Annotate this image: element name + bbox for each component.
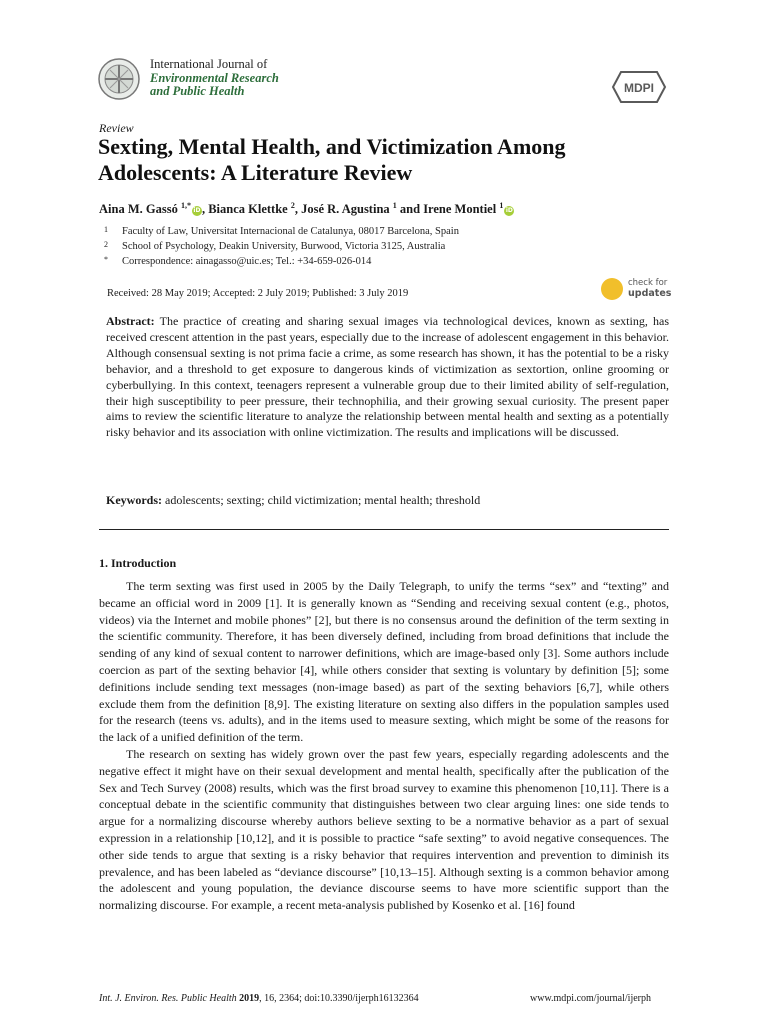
check-updates-line1: check for (628, 278, 668, 288)
journal-name (150, 58, 279, 99)
author-separator: , (294, 202, 302, 217)
affiliation-mark: 2 (104, 240, 108, 249)
affiliation-mark: * (104, 255, 108, 264)
keywords-label: Keywords: (106, 493, 162, 507)
journal-name-line1: International Journal of (150, 57, 268, 71)
orcid-icon[interactable]: iD (193, 207, 201, 215)
journal-name-line3: and Public Health (150, 84, 245, 98)
section-heading: 1. Introduction (99, 556, 177, 570)
author-name[interactable]: Aina M. Gassó (99, 202, 181, 217)
author-name[interactable]: Bianca Klettke (208, 202, 291, 217)
affiliation-text: Correspondence: ainagasso@uic.es; Tel.: +34-659-026-014 (122, 256, 372, 267)
author-name[interactable]: José R. Agustina (301, 202, 393, 217)
correspondence (104, 255, 371, 267)
author-list (99, 201, 514, 217)
check-updates-line2: updates (628, 288, 672, 299)
check-for-updates-button[interactable] (601, 276, 671, 302)
abstract (106, 314, 669, 441)
author-affiliation-sup: 1 (499, 201, 504, 210)
svg-text:MDPI: MDPI (624, 81, 654, 95)
keywords (106, 493, 669, 508)
article-type: Review (99, 121, 134, 135)
article-title: Sexting, Mental Health, and Victimization Among Adolescents: A Literature Review (98, 134, 566, 185)
affiliation-1 (104, 225, 459, 237)
author-affiliation-sup: 2 (290, 201, 295, 210)
affiliation-mark: 1 (104, 225, 108, 234)
author-affiliation-sup: 1 (392, 201, 397, 210)
abstract-text: The practice of creating and sharing sexual images via technological devices, known as sexting, has received crescent attention in the past years, especially due to the increase of adolescent engagement in this behavior. Although consensual sexting is not prima facie a crime, as some research has shown, it has the potential to be a risky behavior, and a threshold to get exposure to dangerous kinds of victimization as sextortion, online grooming or cyberbullying. In this context, teenagers represent a vulnerable group due to their limited ability of self-regulation, their high susceptibility to peer pressure, their technophilia, and their growing sexual curiosity. The present paper aims to review the scientific literature to analyze the relationship between mental health and sexting as a potentially risky behavior and its association with online victimization. The results and implications will be discussed. (106, 314, 669, 440)
journal-name-line2: Environmental Research (150, 70, 279, 85)
paragraph: The term sexting was first used in 2005 by the Daily Telegraph, to unify the terms “sex” and “texting” and became an official word in 2009 [1]. It is generally known as “Sending and receiving sexual content (e.g., photos, videos) via the Internet and mobile phones” [2], but there is no consensus around the definition of the term sexting in the scientific community. Therefore, it has been diversely defined, including from broad definitions that include the sending of any kind of sexual content to narrower definitions, which are image-based only [3]. Some authors include coercion as part of the sexting behavior [4], while others consider that sexting is voluntary by definition [5]; some definitions include sending text messages (non-image based) as part of the sexting behaviors [6,7], while others exclude them from the definition [8,9]. The existing literature on sexting also differs in the population samples used for the research (teens vs. adults), and in the items used to measure sexting, which might be some of the reasons for the lack of a unified definition of the term. (99, 579, 669, 745)
citation-rest: , 16, 2364; doi:10.3390/ijerph16132364 (259, 993, 419, 1004)
footer-citation (99, 993, 419, 1004)
affiliation-text: Faculty of Law, Universitat Internacional de Catalunya, 08017 Barcelona, Spain (122, 226, 459, 237)
divider (99, 529, 669, 530)
journal-logo-icon (97, 57, 141, 101)
orcid-icon[interactable]: iD (505, 207, 513, 215)
keywords-text: adolescents; sexting; child victimization; mental health; threshold (165, 493, 481, 507)
affiliation-text: School of Psychology, Deakin University, Burwood, Victoria 3125, Australia (122, 241, 446, 252)
author-affiliation-sup: 1,* (180, 201, 191, 210)
author-name[interactable]: Irene Montiel (423, 202, 500, 217)
paragraph: The research on sexting has widely grown over the past few years, especially regarding adolescents and the negative effect it might have on their sexual development and mental health, specifically after the publication of the Sex and Tech Survey (2008) results, which was the first broad survey to examine this phenomenon [10,11]. There is a conceptual debate in the scientific community that distinguishes between two clear arguing lines: one side tends to argue for a normalizing discourse whereby authors believe sexting to be a normative behavior as a part of sexual expression in a relationship [10,12], and it is possible to practice “safe sexting” to avoid negative consequences. The other side tends to argue that sexting is a risky behavior that requires intervention and prevention to diminish its prevalence, and has been labeled as “deviance discourse” [10,13–15]. Although sexting is a common behavior among the adolescent and young population, the deviance discourse seems to have more scientific support than the normalizing discourse. For example, a recent meta-analysis published by Kosenko et al. [16] found (99, 746, 669, 913)
publication-dates: Received: 28 May 2019; Accepted: 2 July 2019; Published: 3 July 2019 (107, 288, 409, 299)
body-text (99, 578, 669, 914)
citation-journal: Int. J. Environ. Res. Public Health (99, 993, 237, 1004)
author-separator: and (396, 202, 424, 217)
citation-year: 2019 (239, 993, 260, 1004)
affiliation-2 (104, 240, 445, 252)
mdpi-logo-icon (611, 70, 667, 104)
check-updates-icon (601, 278, 623, 300)
abstract-label: Abstract: (106, 314, 155, 328)
author-separator: , (201, 202, 209, 217)
journal-url-link[interactable]: www.mdpi.com/journal/ijerph (530, 993, 651, 1004)
